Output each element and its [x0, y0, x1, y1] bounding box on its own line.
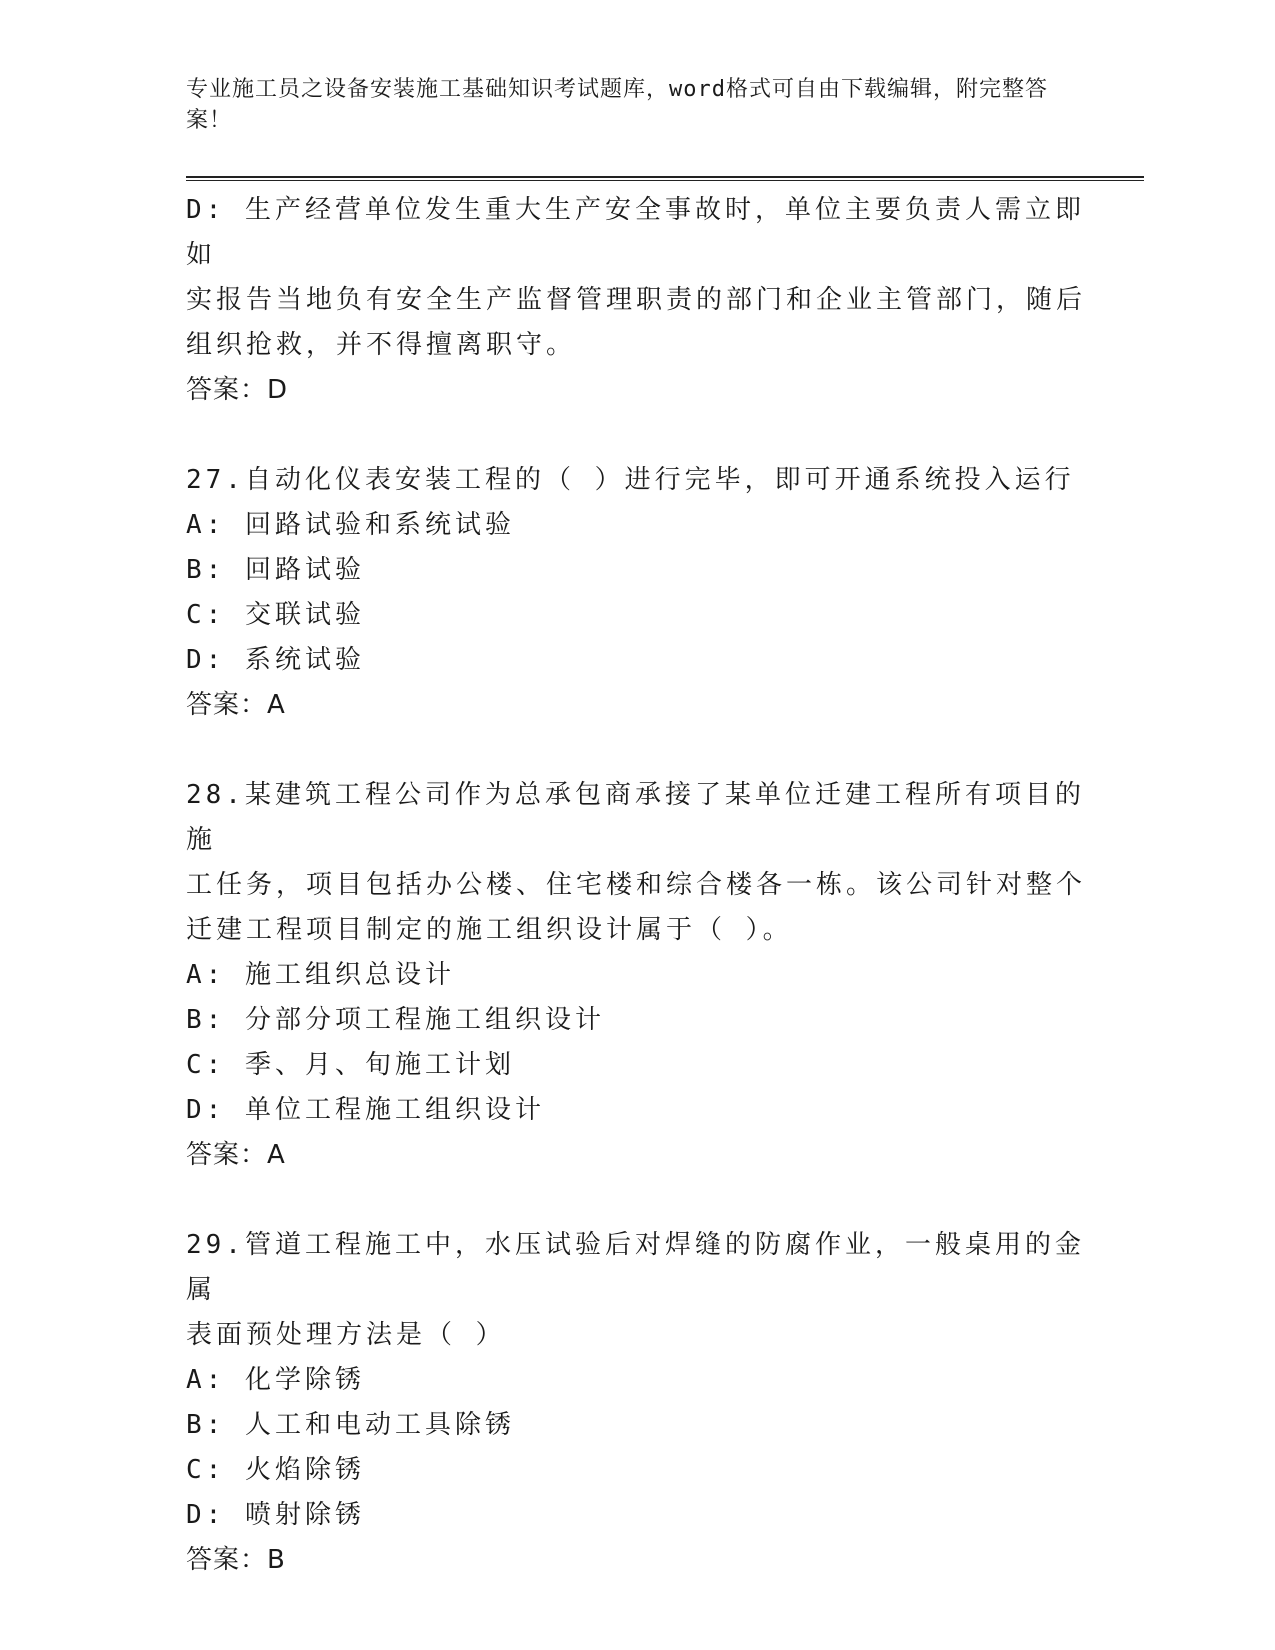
question-content	[186, 188, 1086, 1583]
page-header	[186, 74, 1066, 136]
option-d-line: 实报告当地负有安全生产监督管理职责的部门和企业主管部门，随后	[186, 285, 1087, 315]
option-a: A: 施工组织总设计	[186, 960, 455, 990]
previous-question-tail	[186, 188, 1086, 413]
question-stem: 表面预处理方法是（ ）	[186, 1320, 506, 1350]
option-b: B: 分部分项工程施工组织设计	[186, 1005, 605, 1035]
option-c: C: 季、月、旬施工计划	[186, 1050, 515, 1080]
answer-line: 答案：A	[186, 690, 286, 720]
answer-line: 答案：B	[186, 1545, 286, 1575]
answer-line: 答案：D	[186, 375, 289, 405]
question-27	[186, 458, 1086, 728]
spacer	[186, 413, 1086, 458]
answer-line: 答案：A	[186, 1140, 286, 1170]
question-29	[186, 1223, 1086, 1583]
option-d-line: 组织抢救，并不得擅离职守。	[186, 330, 577, 360]
option-d: D: 系统试验	[186, 645, 365, 675]
question-stem: 27.自动化仪表安装工程的（ ）进行完毕，即可开通系统投入运行	[186, 465, 1075, 495]
option-b: B: 人工和电动工具除锈	[186, 1410, 515, 1440]
option-b: B: 回路试验	[186, 555, 365, 585]
option-a: A: 回路试验和系统试验	[186, 510, 515, 540]
question-stem: 29.管道工程施工中，水压试验后对焊缝的防腐作业，一般桌用的金属	[186, 1230, 1085, 1305]
spacer	[186, 728, 1086, 773]
spacer	[186, 1178, 1086, 1223]
question-stem: 迁建工程项目制定的施工组织设计属于（ ）。	[186, 915, 793, 945]
question-28	[186, 773, 1086, 1178]
question-stem: 28.某建筑工程公司作为总承包商承接了某单位迁建工程所有项目的施	[186, 780, 1085, 855]
option-c: C: 交联试验	[186, 600, 365, 630]
header-divider	[186, 176, 1144, 181]
option-d: D: 单位工程施工组织设计	[186, 1095, 545, 1125]
option-d: D: 喷射除锈	[186, 1500, 365, 1530]
question-stem: 工任务，项目包括办公楼、住宅楼和综合楼各一栋。该公司针对整个	[186, 870, 1087, 900]
page-header-title: 专业施工员之设备安装施工基础知识考试题库，word格式可自由下载编辑，附完整答案！	[186, 77, 1048, 133]
option-c: C: 火焰除锈	[186, 1455, 365, 1485]
option-d-line: D: 生产经营单位发生重大生产安全事故时，单位主要负责人需立即如	[186, 195, 1085, 270]
option-a: A: 化学除锈	[186, 1365, 365, 1395]
